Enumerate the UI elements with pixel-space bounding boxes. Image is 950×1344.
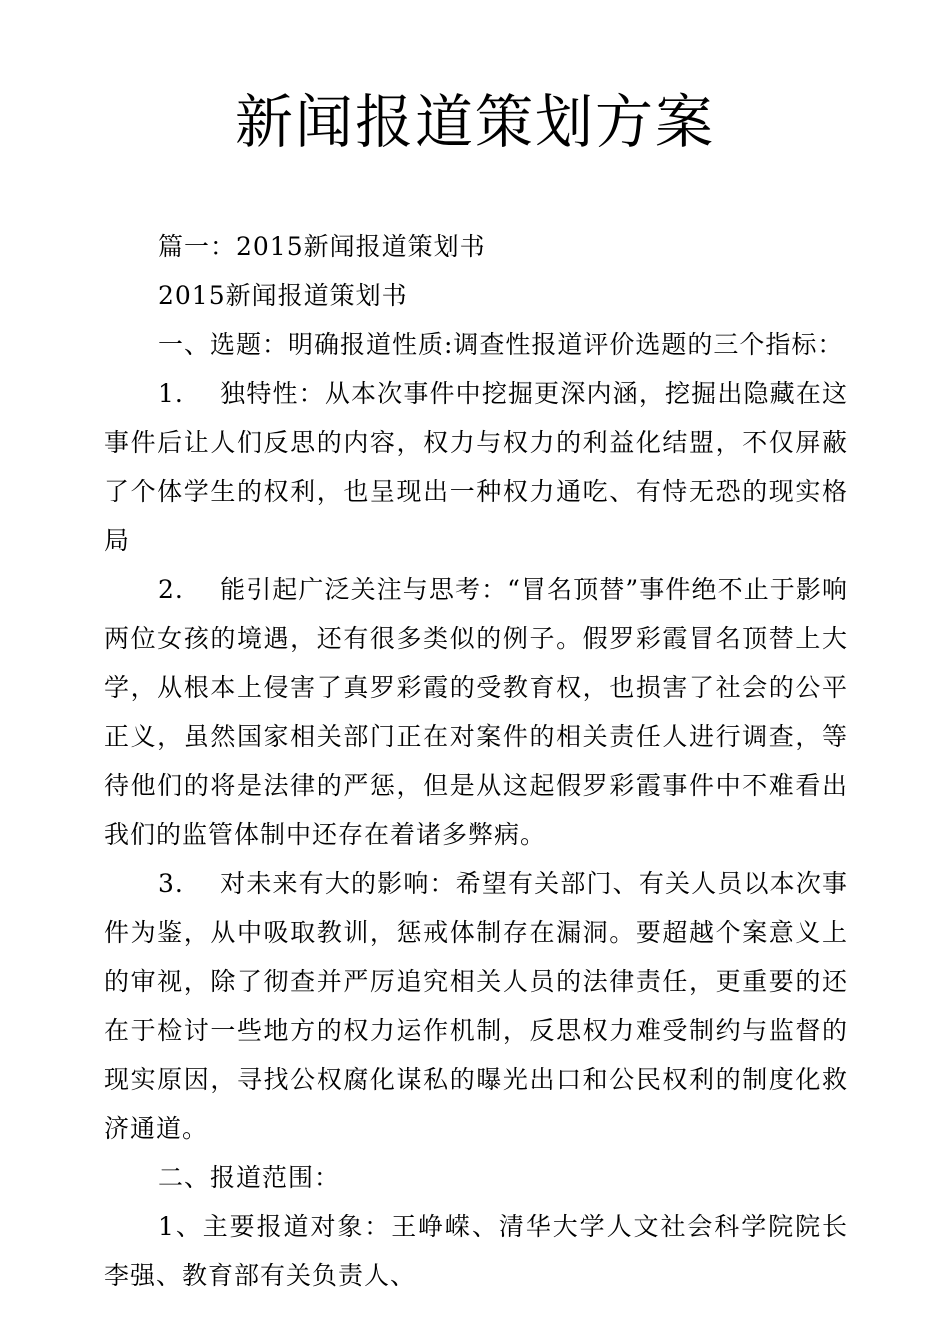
scope-item-1: 1、主要报道对象：王峥嵘、清华大学人文社会科学院院长李强、教育部有关负责人、	[104, 1212, 848, 1290]
paragraph-2	[104, 565, 848, 859]
paragraph-1	[104, 369, 848, 565]
paragraph-3-text: 对未来有大的影响：希望有关部门、有关人员以本次事件为鉴，从中吸取教训，惩戒体制存在漏洞。要超越个案意义上的审视，除了彻查并严厉追究相关人员的法律责任，更重要的还在于检讨一些地方的权力运作机制，反思权力难受制约与监督的现实原因，寻找公权腐化谋私的曝光出口和公民权利的制度化救济通道。	[104, 869, 848, 1143]
scope-heading: 二、报道范围：	[158, 1163, 341, 1192]
paragraph-3-number: 3.	[158, 869, 184, 898]
document-title: 新闻报道策划方案	[234, 88, 715, 156]
document-body	[104, 222, 848, 1300]
subtitle-line: 2015新闻报道策划书	[158, 281, 408, 310]
topic-heading: 一、选题：明确报道性质:调查性报道评价选题的三个指标：	[158, 330, 844, 359]
paragraph-1-number: 1.	[158, 379, 184, 408]
section-heading: 篇一：2015新闻报道策划书	[158, 232, 486, 261]
paragraph-3	[104, 859, 848, 1153]
paragraph-1-text: 独特性：从本次事件中挖掘更深内涵，挖掘出隐藏在这事件后让人们反思的内容，权力与权力的利益化结盟，不仅屏蔽了个体学生的权利，也呈现出一种权力通吃、有恃无恐的现实格局	[104, 379, 848, 555]
paragraph-2-text: 能引起广泛关注与思考：“冒名顶替”事件绝不止于影响两位女孩的境遇，还有很多类似的例子。假罗彩霞冒名顶替上大学，从根本上侵害了真罗彩霞的受教育权，也损害了社会的公平正义，虽然国家相关部门正在对案件的相关责任人进行调查，等待他们的将是法律的严惩，但是从这起假罗彩霞事件中不难看出我们的监管体制中还存在着诸多弊病。	[104, 575, 848, 849]
paragraph-2-number: 2.	[158, 575, 184, 604]
